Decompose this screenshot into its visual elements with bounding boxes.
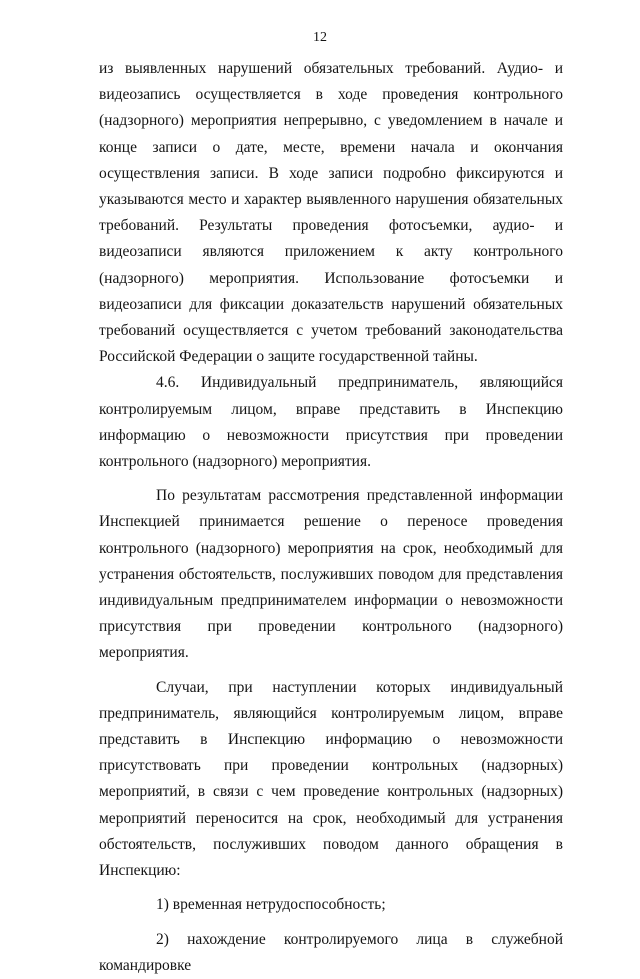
document-body <box>99 56 563 979</box>
paragraph-cases: Случаи, при наступлении которых индивидуальный предприниматель, являющийся контролируемым лицом, вправе представить в Инспекцию информацию о невозможности присутствовать при проведении контрольных (надзорных) мероприятий, в связи с чем проведение контрольных (надзорных) мероприятий переносится на срок, необходимый для устранения обстоятельств, послуживших поводом данного обращения в Инспекцию: <box>99 678 563 880</box>
paragraph-postponement-decision: По результатам рассмотрения представленной информации Инспекцией принимается решение о переносе проведения контрольного (надзорного) мероприятия на срок, необходимый для устранения обстоятельств, послуживших поводом для представления индивидуальным предпринимателем информации о невозможности присутствия при проведении контрольного (надзорного) мероприятия. <box>99 487 563 662</box>
list-item-2: 2) нахождение контролируемого лица в служебной командировке <box>99 930 563 974</box>
page-number: 12 <box>313 30 327 45</box>
paragraph-recording-rules: из выявленных нарушений обязательных требований. Аудио- и видеозапись осуществляется в ходе проведения контрольного (надзорного) мероприятия непрерывно, с уведомлением в начале и конце записи о дате, месте, времени начала и окончания осуществления записи. В ходе записи подробно фиксируются и указываются место и характер выявленного нарушения обязательных требований. Результаты проведения фотосъемки, аудио- и видеозаписи являются приложением к акту контрольного (надзорного) мероприятия. Использование фотосъемки и видеозаписи для фиксации доказательств нарушений обязательных требований осуществляется с учетом требований законодательства Российской Федерации о защите государственной тайны. <box>99 60 563 366</box>
paragraph-4-6: 4.6. Индивидуальный предприниматель, являющийся контролируемым лицом, вправе представить в Инспекцию информацию о невозможности присутствия при проведении контрольного (надзорного) мероприятия. <box>99 374 563 471</box>
list-item-1: 1) временная нетрудоспособность; <box>156 896 386 914</box>
